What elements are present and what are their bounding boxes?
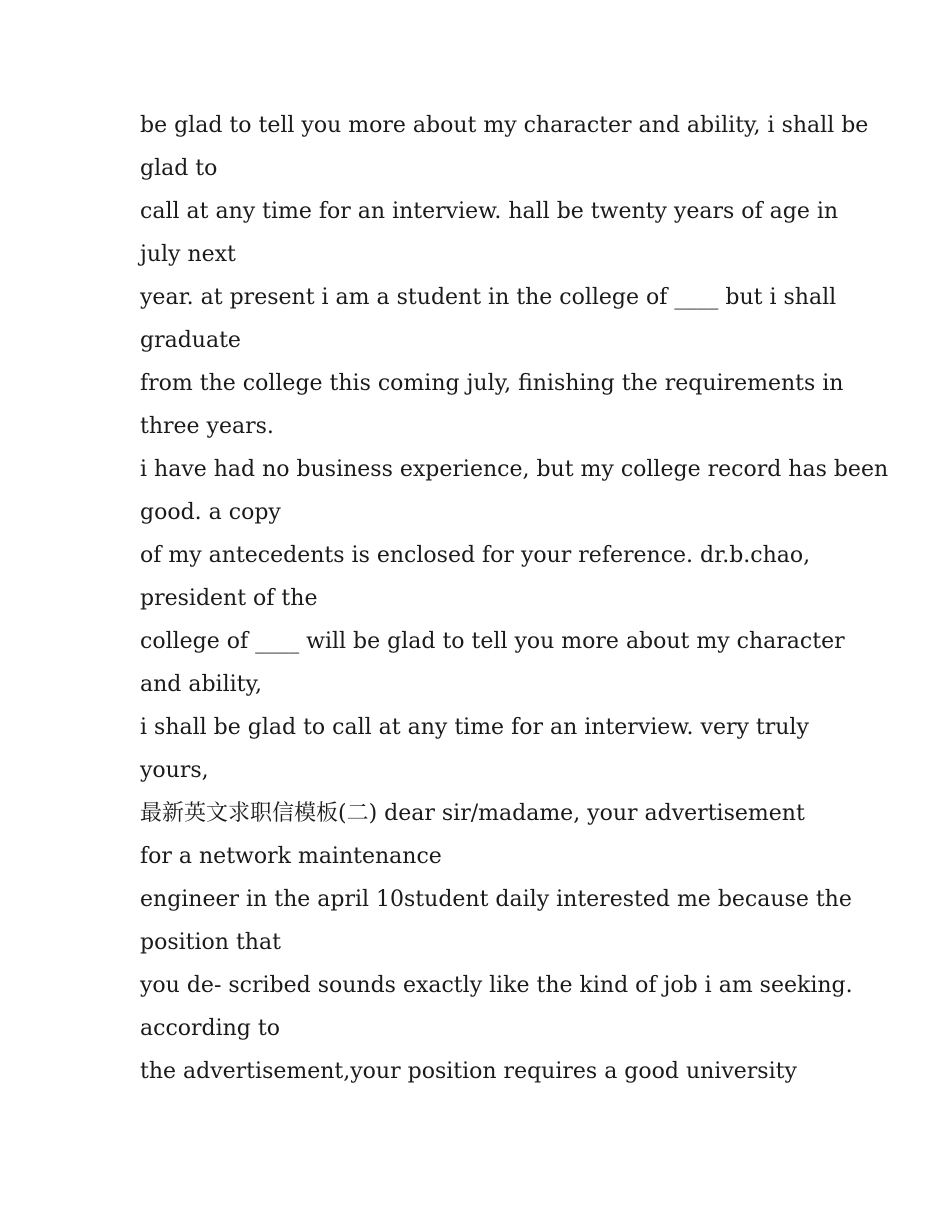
text-line: for a network maintenance: [140, 844, 442, 869]
text-line: be glad to tell you more about my character and ability, i shall be: [140, 113, 869, 138]
text-line: i have had no business experience, but my college record has been: [140, 457, 889, 482]
text-line: position that: [140, 930, 281, 955]
text-line: 最新英文求职信模板(二) dear sir/madame, your advertisement: [140, 801, 805, 826]
document-body: [140, 104, 889, 1093]
text-line: good. a copy: [140, 500, 281, 525]
text-line: college of ____ will be glad to tell you more about my character: [140, 629, 845, 654]
text-line: july next: [140, 242, 236, 267]
text-line: graduate: [140, 328, 241, 353]
text-line: you de- scribed sounds exactly like the kind of job i am seeking.: [140, 973, 853, 998]
text-line: year. at present i am a student in the college of ____ but i shall: [140, 285, 837, 310]
text-line: i shall be glad to call at any time for an interview. very truly: [140, 715, 809, 740]
text-line: three years.: [140, 414, 274, 439]
text-line: and ability,: [140, 672, 263, 697]
text-line: the advertisement,your position requires a good university: [140, 1059, 797, 1084]
text-line: yours,: [140, 758, 209, 783]
text-line: of my antecedents is enclosed for your reference. dr.b.chao,: [140, 543, 811, 568]
text-line: according to: [140, 1016, 280, 1041]
text-line: call at any time for an interview. hall be twenty years of age in: [140, 199, 839, 224]
text-line: president of the: [140, 586, 318, 611]
text-line: glad to: [140, 156, 218, 181]
text-line: engineer in the april 10student daily interested me because the: [140, 887, 852, 912]
text-line: from the college this coming july, finishing the requirements in: [140, 371, 844, 396]
